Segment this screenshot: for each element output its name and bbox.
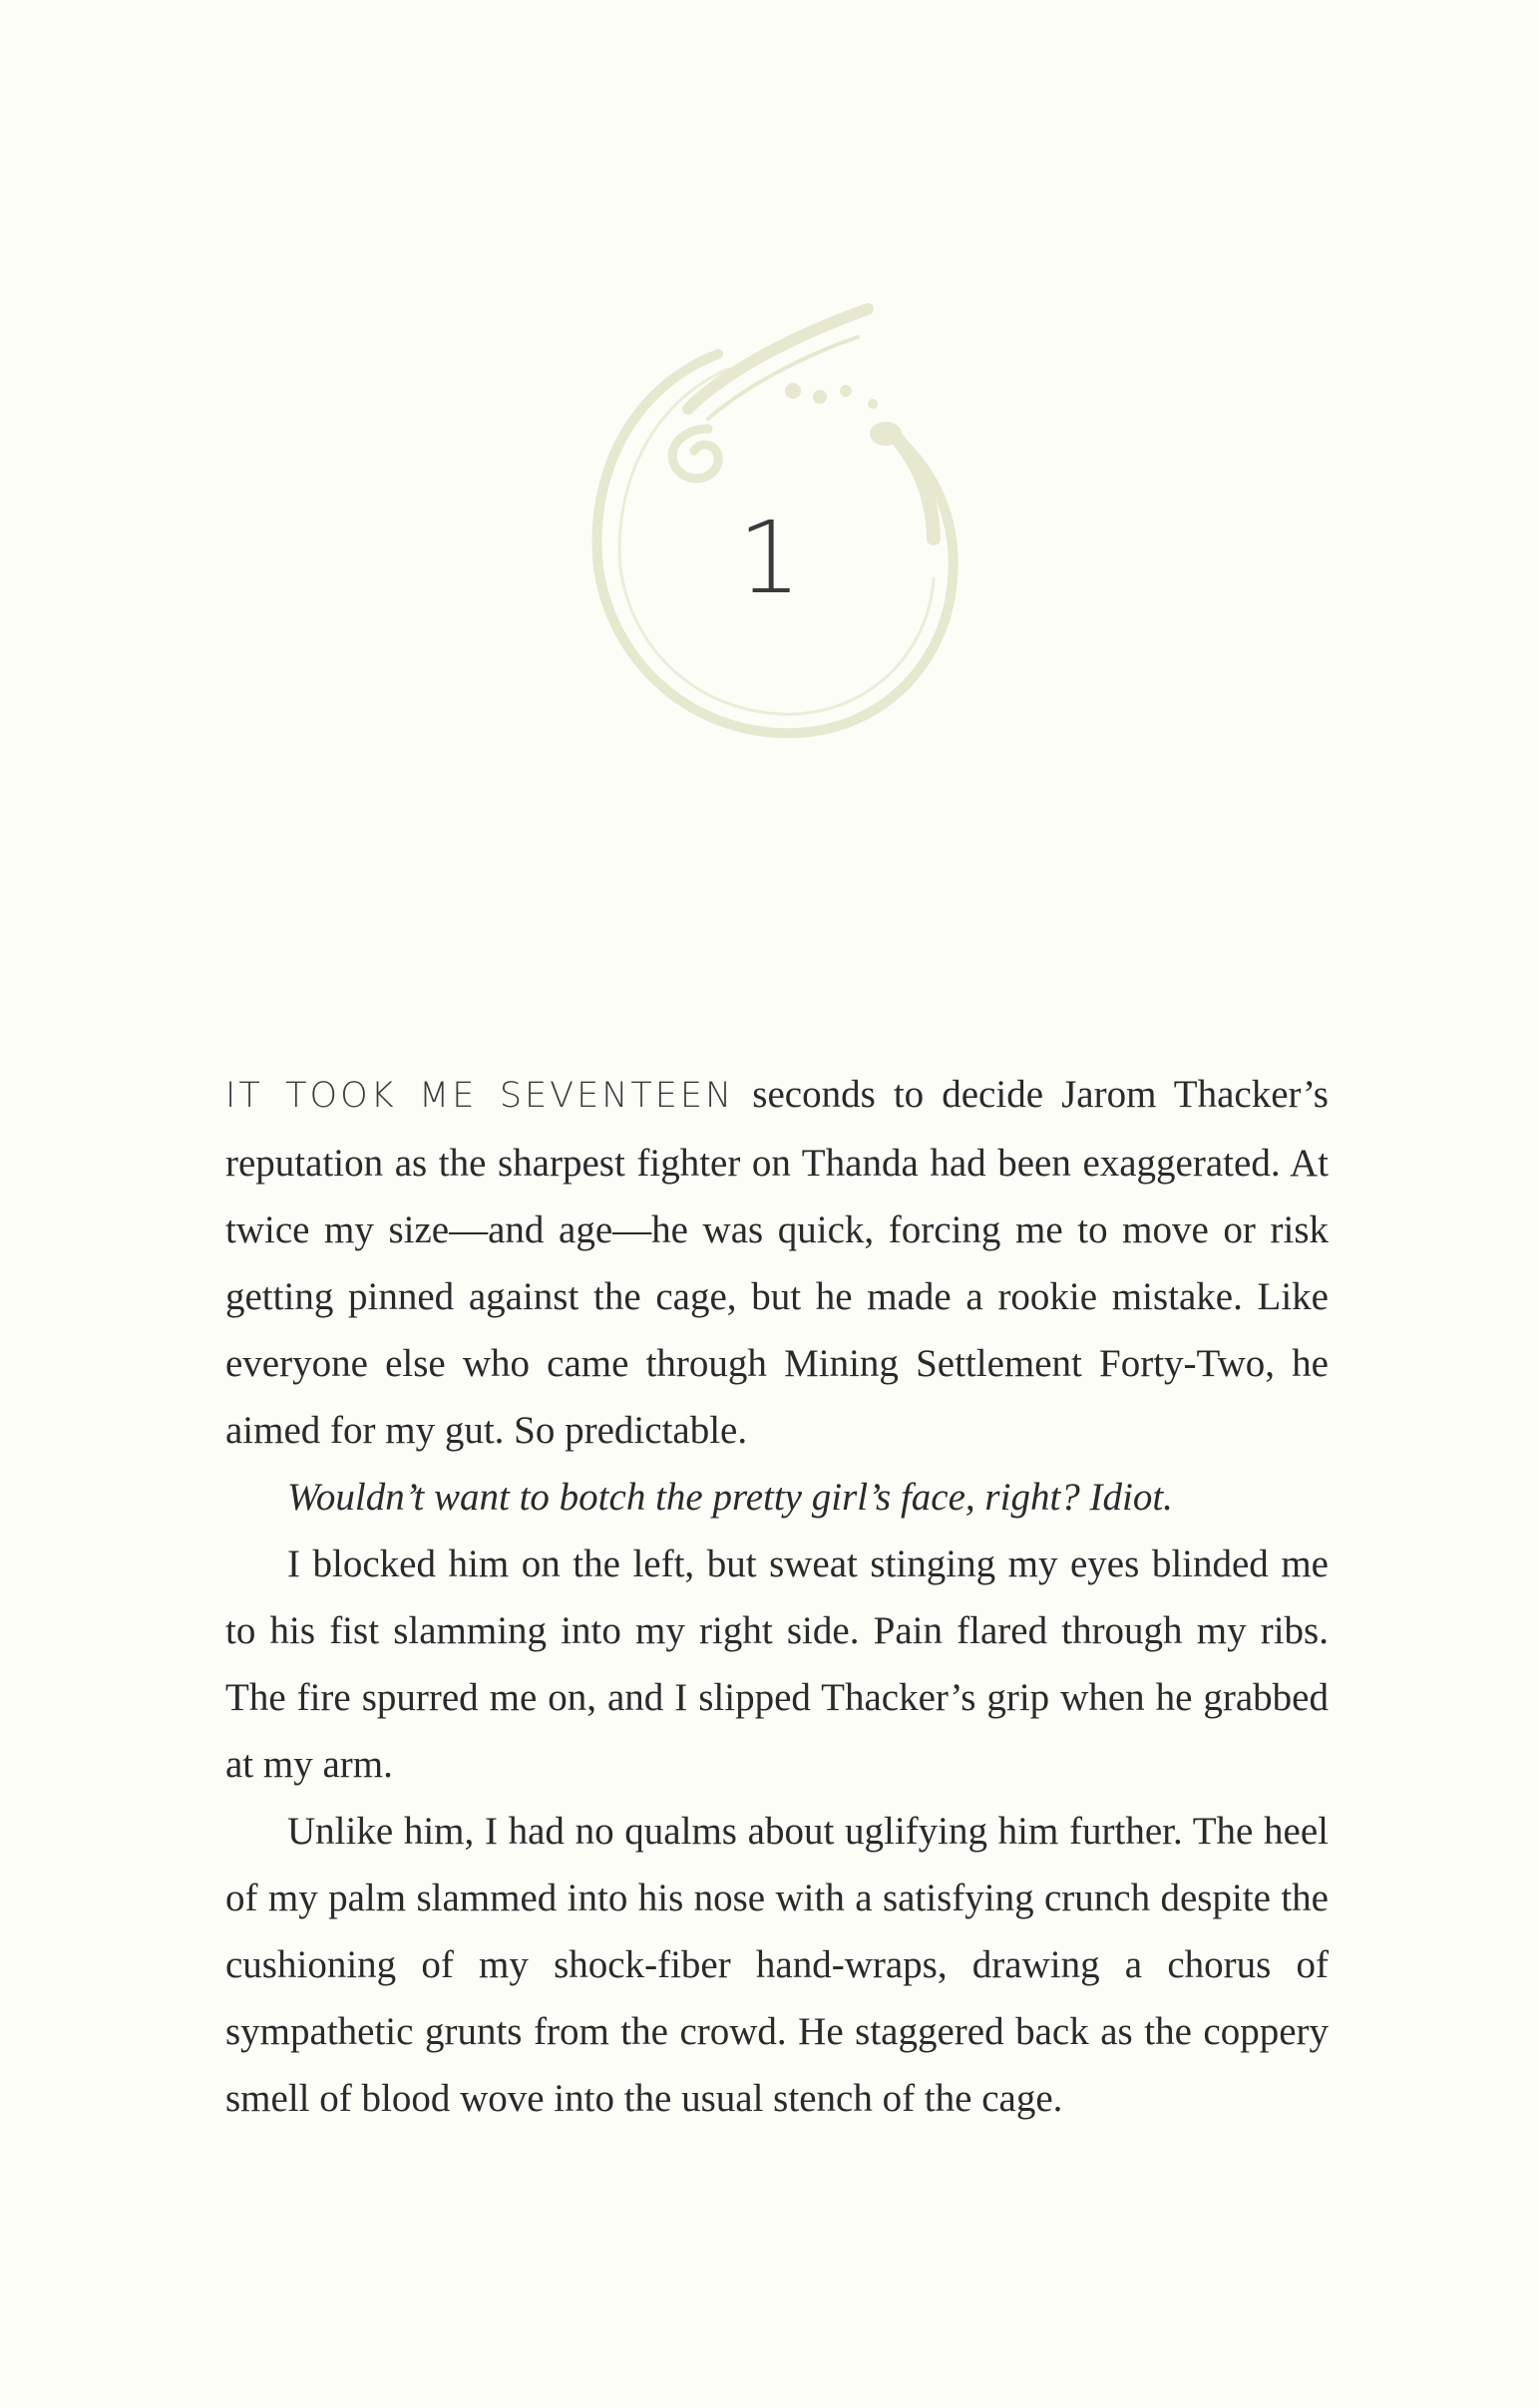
paragraph — [225, 1061, 1329, 1464]
paragraph: Wouldn’t want to botch the pretty girl’s face, right? Idiot. — [287, 1476, 1173, 1519]
paragraph: Unlike him, I had no qualms about uglifying him further. The heel of my palm slammed into his nose with a satisfying crunch despite the cushioning of my shock-fiber hand-wraps, drawing a chorus of sympathetic grunts from the crowd. He staggered back as the coppery smell of blood wove into the usual stench of the cage. — [225, 1810, 1329, 2120]
paragraph-text: seconds to decide Jarom Thacker’s reputation as the sharpest fighter on Thanda had been exaggerated. At twice my size—and age—he was quick, forcing me to move or risk getting pinned against the cage, but he made a rookie mistake. Like everyone else who came through Mining Settlement Forty-Two, he aimed for my gut. So predictable. — [225, 1073, 1329, 1452]
chapter-number: 1 — [737, 500, 802, 616]
paragraph-lead-in: IT TOOK ME SEVENTEEN — [225, 1076, 735, 1116]
chapter-body — [225, 1061, 1329, 2132]
paragraph: I blocked him on the left, but sweat stinging my eyes blinded me to his fist slamming into my right side. Pain flared through my ribs. The fire spurred me on, and I slipped Thacker’s grip when he grabbed at my arm. — [225, 1543, 1329, 1786]
